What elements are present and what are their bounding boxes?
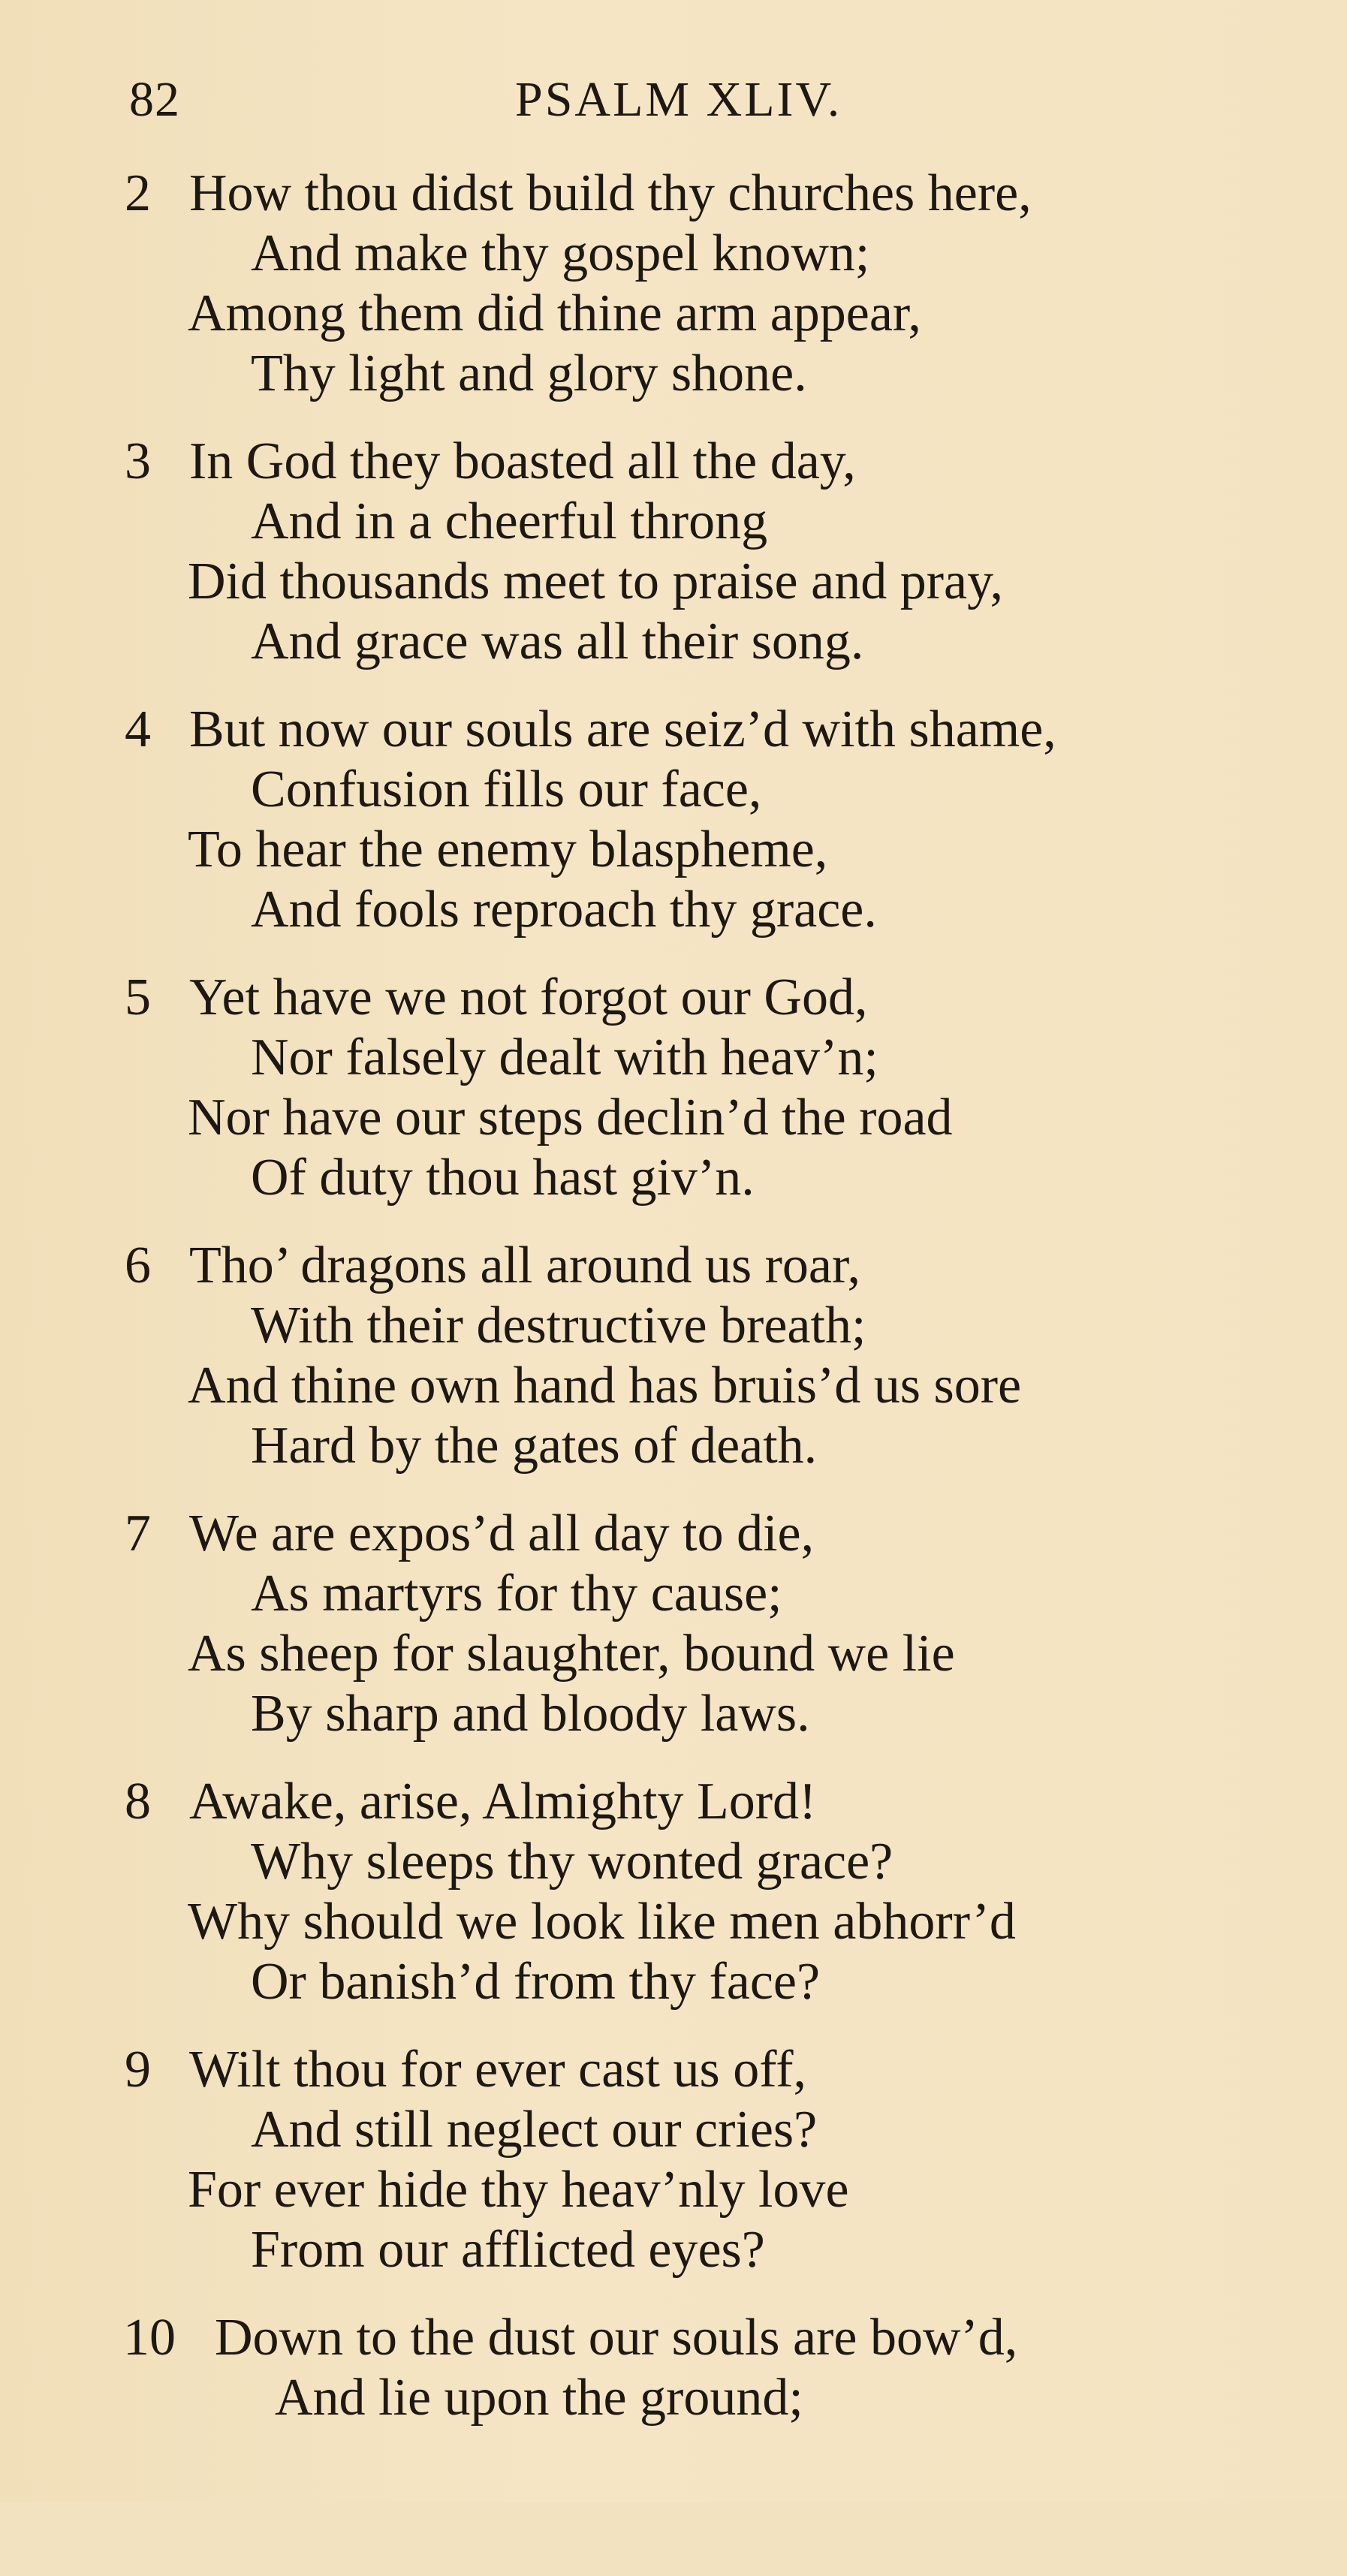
stanza-8 — [0, 1772, 1347, 2040]
verse-line: For ever hide thy heav’nly love — [188, 2161, 849, 2219]
stanza-9 — [0, 2040, 1347, 2308]
verse-line: As martyrs for thy cause; — [251, 1565, 782, 1622]
verse-line: How thou didst build thy churches here, — [189, 164, 1032, 222]
verse-line: But now our souls are seiz’d with shame, — [189, 700, 1056, 758]
verse-line: Tho’ dragons all around us roar, — [189, 1237, 860, 1294]
verse-line: In God they boasted all the day, — [189, 432, 856, 490]
verse-number: 7 — [125, 1505, 151, 1562]
running-title: PSALM XLIV. — [515, 72, 842, 127]
verse-number: 4 — [125, 700, 151, 758]
verse-line: Wilt thou for ever cast us off, — [189, 2041, 807, 2098]
verse-line: As sheep for slaughter, bound we lie — [188, 1625, 955, 1683]
verse-number: 8 — [125, 1773, 151, 1830]
verse-line: Nor falsely dealt with heav’n; — [251, 1029, 878, 1086]
verse-number: 9 — [125, 2041, 151, 2098]
page-header — [0, 71, 1347, 131]
psalm-text — [0, 164, 1347, 2576]
verse-number: 10 — [123, 2309, 176, 2367]
verse-line: Why should we look like men abhorr’d — [188, 1893, 1016, 1951]
verse-number: 2 — [125, 164, 151, 222]
verse-line: We are expos’d all day to die, — [189, 1505, 815, 1562]
verse-line: And make thy gospel known; — [251, 224, 870, 282]
verse-number: 5 — [125, 969, 151, 1026]
stanza-3 — [0, 432, 1347, 700]
verse-line: Of duty thou hast giv’n. — [251, 1149, 755, 1207]
verse-line: By sharp and bloody laws. — [251, 1685, 810, 1743]
verse-number: 6 — [125, 1237, 151, 1294]
stanza-2 — [0, 164, 1347, 432]
verse-line: And lie upon the ground; — [275, 2369, 803, 2427]
verse-line: Down to the dust our souls are bow’d, — [215, 2309, 1018, 2367]
verse-line: Hard by the gates of death. — [251, 1417, 818, 1475]
stanza-5 — [0, 968, 1347, 1236]
verse-line: Did thousands meet to praise and pray, — [188, 553, 1004, 610]
verse-line: And grace was all their song. — [251, 613, 864, 670]
verse-line: And fools reproach thy grace. — [251, 881, 877, 939]
verse-line: With their destructive breath; — [251, 1297, 866, 1354]
stanza-6 — [0, 1236, 1347, 1504]
verse-line: Awake, arise, Almighty Lord! — [189, 1773, 817, 1830]
verse-line: Thy light and glory shone. — [251, 345, 807, 402]
verse-line: From our afflicted eyes? — [251, 2221, 765, 2279]
verse-line: And thine own hand has bruis’d us sore — [188, 1357, 1022, 1415]
verse-line: Or banish’d from thy face? — [251, 1953, 821, 2011]
verse-line: To hear the enemy blaspheme, — [188, 821, 828, 878]
verse-number: 3 — [125, 432, 151, 490]
verse-line: Why sleeps thy wonted grace? — [251, 1833, 893, 1891]
verse-line: Confusion fills our face, — [251, 761, 762, 818]
page-number: 82 — [129, 72, 180, 127]
verse-line: And in a cheerful throng — [251, 493, 768, 550]
verse-line: Nor have our steps declin’d the road — [188, 1089, 953, 1146]
stanza-7 — [0, 1504, 1347, 1772]
stanza-10 — [0, 2308, 1347, 2576]
stanza-4 — [0, 700, 1347, 968]
verse-line: Among them did thine arm appear, — [188, 285, 921, 342]
verse-line: Yet have we not forgot our God, — [189, 969, 868, 1026]
verse-line: And still neglect our cries? — [251, 2101, 818, 2159]
